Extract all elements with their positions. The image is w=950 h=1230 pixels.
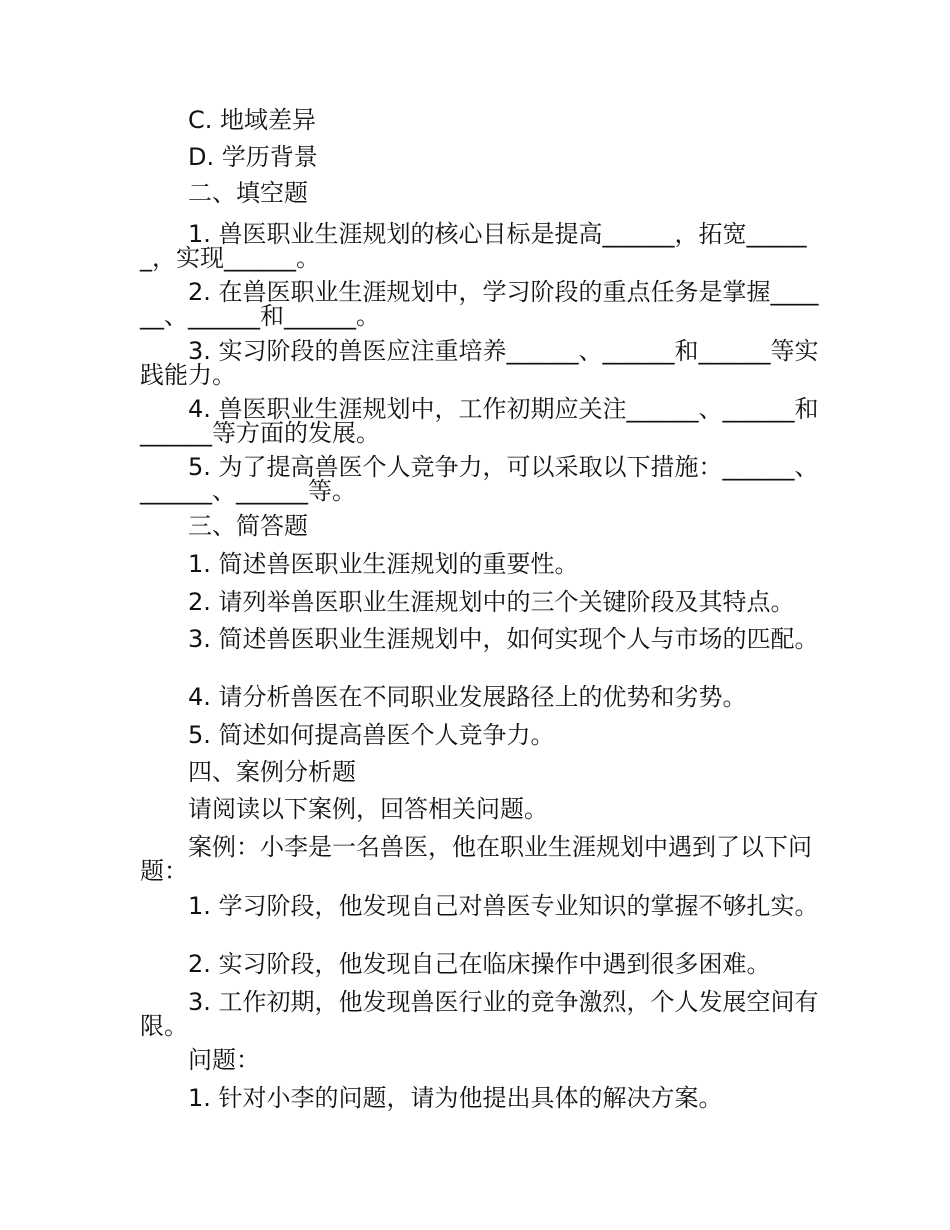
fill-in-question-3: 3. 实习阶段的兽医应注重培养______、______和______等实践能力。 [140,337,819,389]
case-instruction: 请阅读以下案例，回答相关问题。 [188,795,548,823]
fill-in-question-2: 2. 在兽医职业生涯规划中，学习阶段的重点任务是掌握______、______和______。 [140,278,819,330]
section-heading-short-answer: 三、简答题 [188,512,308,540]
short-answer-question-5: 5. 简述如何提高兽医个人竞争力。 [188,721,555,749]
short-answer-question-3: 3. 简述兽医职业生涯规划中，如何实现个人与市场的匹配。 [188,625,819,653]
short-answer-question-2: 2. 请列举兽医职业生涯规划中的三个关键阶段及其特点。 [188,588,795,616]
case-item-3: 3. 工作初期，他发现兽医行业的竞争激烈，个人发展空间有限。 [140,988,819,1040]
short-answer-question-4: 4. 请分析兽医在不同职业发展路径上的优势和劣势。 [188,683,747,711]
option-d: D. 学历背景 [188,143,318,171]
case-questions-label: 问题： [188,1046,260,1074]
fill-in-question-4: 4. 兽医职业生涯规划中，工作初期应关注______、______和______等方面的发展。 [140,395,819,447]
section-heading-case-analysis: 四、案例分析题 [188,758,356,786]
case-question-1: 1. 针对小李的问题，请为他提出具体的解决方案。 [188,1084,723,1112]
case-description: 案例：小李是一名兽医，他在职业生涯规划中遇到了以下问题： [140,833,812,885]
fill-in-question-5: 5. 为了提高兽医个人竞争力，可以采取以下措施：______、______、______等。 [140,453,819,505]
case-item-1: 1. 学习阶段，他发现自己对兽医专业知识的掌握不够扎实。 [188,892,819,920]
case-item-2: 2. 实习阶段，他发现自己在临床操作中遇到很多困难。 [188,950,771,978]
option-c: C. 地域差异 [188,106,317,134]
short-answer-question-1: 1. 简述兽医职业生涯规划的重要性。 [188,550,579,578]
fill-in-question-1: 1. 兽医职业生涯规划的核心目标是提高______，拓宽______，实现______。 [140,220,807,272]
section-heading-fill-in: 二、填空题 [188,179,308,207]
